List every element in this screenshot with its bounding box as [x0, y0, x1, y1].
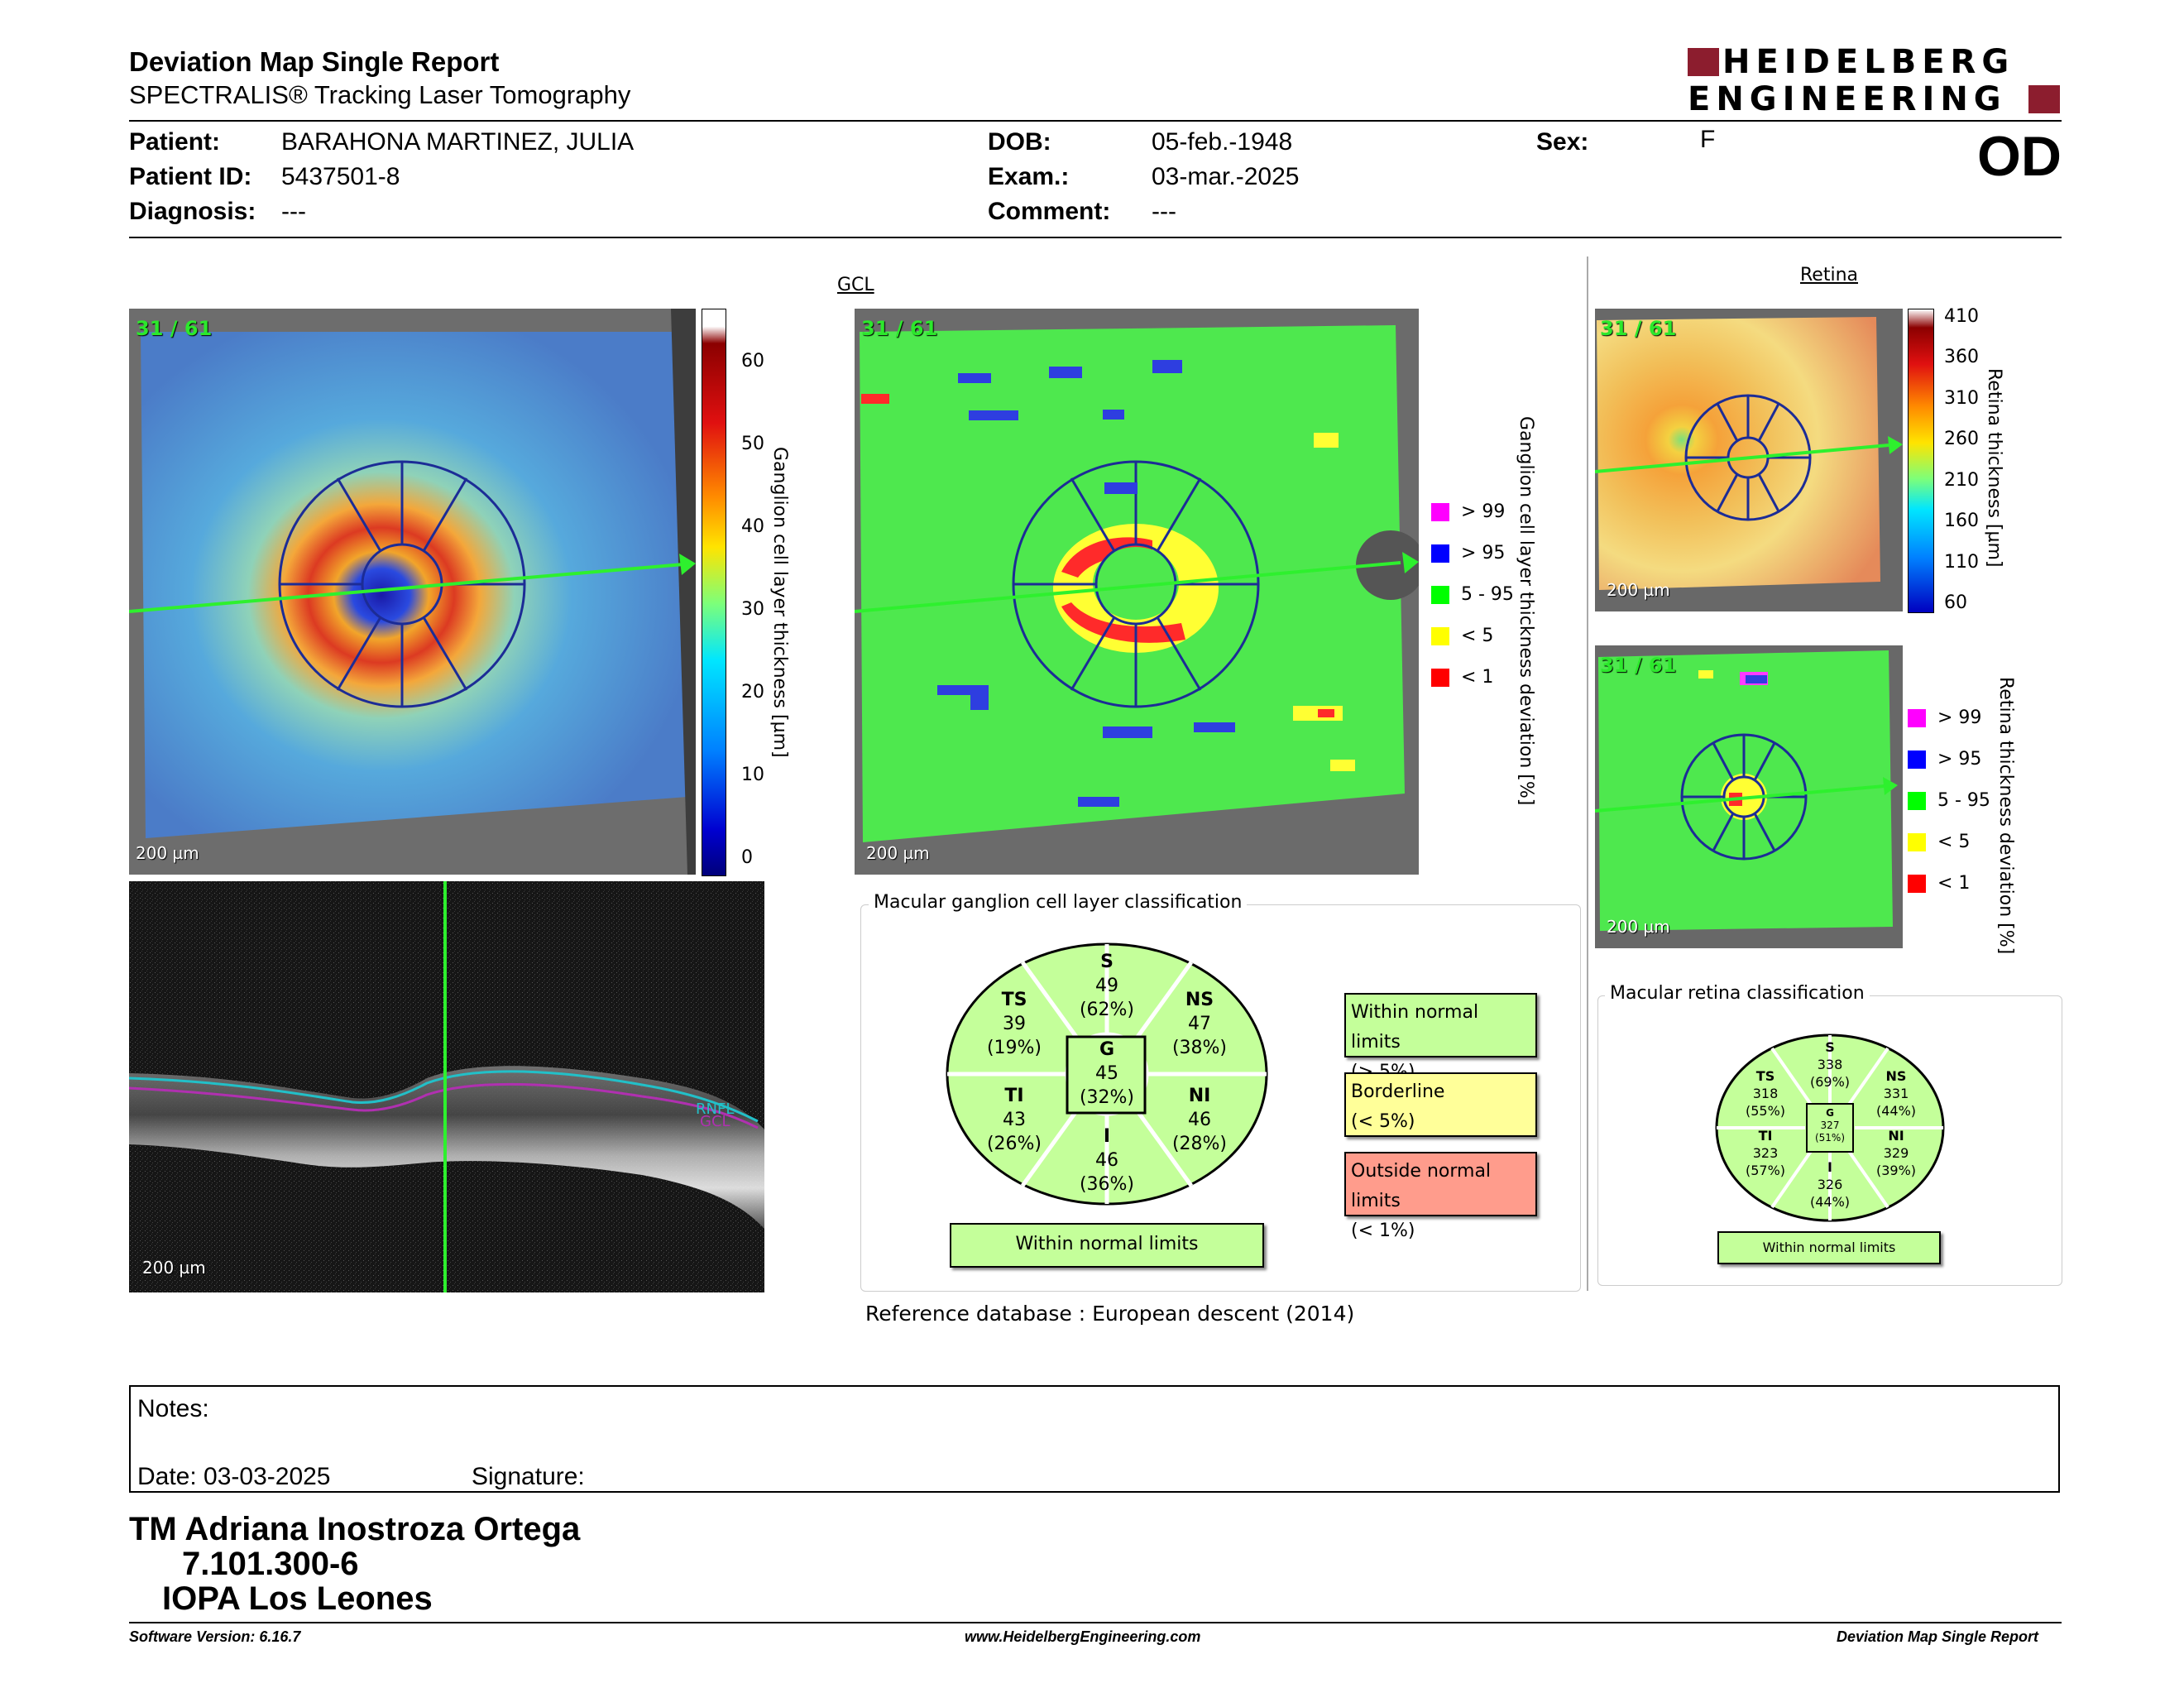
notes-label: Notes: [137, 1395, 209, 1422]
gcl-thickness-tick-0: 60 [741, 351, 764, 372]
sector-s-value: 338 [1817, 1057, 1843, 1072]
legend-swatch [1908, 709, 1926, 727]
gcl-thickness-map [129, 309, 696, 875]
comment-label: Comment: [988, 198, 1111, 225]
legend-label: < 5 [1461, 626, 1494, 646]
sector-s-pct: (62%) [1079, 1000, 1135, 1020]
reference-database [865, 1302, 1354, 1326]
classification-legend-line2: (< 5%) [1351, 1111, 1415, 1132]
website-link[interactable]: www.HeidelbergEngineering.com [965, 1628, 1201, 1645]
sector-ns-pct: (38%) [1171, 1038, 1228, 1058]
sector-ni-pct: (39%) [1875, 1163, 1917, 1178]
sector-s-name: S [1825, 1039, 1835, 1055]
retina-thickness-colorbar [1908, 309, 1934, 613]
sector-ts-pct: (19%) [986, 1038, 1042, 1058]
retina-result: Within normal limits [1717, 1231, 1941, 1264]
classification-legend-line1: Within normal limits [1351, 1002, 1479, 1053]
legend-label: 5 - 95 [1937, 790, 1990, 811]
comment-value: --- [1152, 198, 1176, 225]
gcl-thickness-tick-2: 40 [741, 516, 764, 537]
sector-ns-name: NS [1185, 990, 1214, 1010]
sector-i-value: 46 [1095, 1150, 1118, 1171]
legend-swatch [1431, 627, 1449, 645]
rnfl-layer-label: RNFL [696, 1101, 735, 1118]
sector-s-name: S [1100, 952, 1114, 972]
gcl-sector-chart [943, 939, 1274, 1212]
gcl-deviation-legend-item [1431, 501, 1505, 522]
logo-line-2: ENGINEERING [1688, 80, 2007, 118]
legend-label: 5 - 95 [1461, 584, 1514, 605]
retina-thickness-axis-label: Retina thickness [µm] [1984, 368, 2004, 568]
sector-i-name: I [1103, 1126, 1111, 1147]
oct-bscan [129, 881, 764, 1292]
sector-i-pct: (36%) [1079, 1174, 1135, 1195]
sector-ts-name: TS [1755, 1068, 1775, 1084]
legend-label: < 1 [1937, 873, 1971, 894]
retina-sector-chart [1714, 1030, 1947, 1227]
retina-thickness-tick-2: 310 [1944, 387, 1979, 409]
gcl-deviation-map [855, 309, 1419, 875]
sector-g-value: 45 [1095, 1063, 1118, 1084]
retina-thickness-tick-6: 110 [1944, 551, 1979, 573]
sector-ts-value: 39 [1003, 1014, 1026, 1034]
gcl-thickness-tick-4: 20 [741, 682, 764, 703]
reference-value: European descent (2014) [1092, 1302, 1355, 1326]
gcl-thickness-axis-label: Ganglion cell layer thickness [µm] [769, 447, 790, 758]
scan-badge: 31 / 61 [136, 317, 213, 340]
retina-deviation-legend-item [1908, 873, 1970, 894]
diagnosis-label: Diagnosis: [129, 198, 256, 225]
retina-thickness-map [1595, 309, 1903, 611]
sector-g-name: G [1099, 1039, 1115, 1060]
classification-legend-line1: Borderline [1351, 1081, 1445, 1102]
sector-g-name: G [1826, 1107, 1834, 1119]
gcl-thickness-tick-5: 10 [741, 765, 764, 785]
legend-label: < 5 [1937, 832, 1971, 852]
sector-ni-pct: (28%) [1171, 1134, 1228, 1154]
sector-g-value: 327 [1820, 1120, 1840, 1131]
sector-ns-pct: (44%) [1875, 1103, 1917, 1119]
sector-ni-value: 46 [1188, 1110, 1211, 1130]
sector-ni-value: 329 [1883, 1145, 1909, 1161]
legend-swatch [1431, 669, 1449, 687]
retina-thickness-tick-1: 360 [1944, 347, 1979, 368]
sector-i-pct: (44%) [1809, 1194, 1851, 1210]
sector-ti-pct: (26%) [986, 1134, 1042, 1154]
bscan-scale-bar: 200 µm [142, 1258, 206, 1278]
sector-ti-value: 323 [1752, 1145, 1779, 1161]
legend-swatch [1908, 833, 1926, 851]
gcl-deviation-legend-item [1431, 584, 1514, 605]
legend-label: > 99 [1937, 707, 1982, 728]
sector-i-value: 326 [1817, 1177, 1843, 1192]
dob-label: DOB: [988, 128, 1051, 156]
gcl-deviation-legend-item [1431, 626, 1493, 646]
retina-thickness-tick-4: 210 [1944, 469, 1979, 491]
classification-legend-line2: (< 1%) [1351, 1220, 1415, 1241]
gcl-deviation-scale-bar: 200 µm [866, 843, 930, 863]
classification-legend-item [1344, 1152, 1537, 1241]
sector-ti-pct: (57%) [1745, 1163, 1786, 1178]
sector-g-pct: (32%) [1079, 1087, 1135, 1108]
gcl-thickness-tick-3: 30 [741, 599, 764, 620]
gcl-title: GCL [837, 275, 874, 295]
report-title: Deviation Map Single Report [129, 46, 500, 77]
exam-label: Exam.: [988, 163, 1070, 190]
legend-label: > 95 [1461, 543, 1506, 563]
date-label: Date: 03-03-2025 [137, 1463, 331, 1490]
retina-title: Retina [1800, 265, 1858, 285]
patient-id: 5437501-8 [281, 163, 400, 190]
scale-bar: 200 µm [136, 843, 199, 863]
sector-ti-name: TI [1758, 1128, 1773, 1144]
sector-ti-value: 43 [1003, 1110, 1026, 1130]
diagnosis-value: --- [281, 198, 306, 225]
patient-label: Patient: [129, 128, 221, 156]
gcl-classification-title: Macular ganglion cell layer classification [869, 892, 1247, 913]
signature-label: Signature: [472, 1463, 585, 1490]
sector-s-value: 49 [1095, 976, 1118, 996]
legend-swatch [1431, 544, 1449, 563]
patient-name: BARAHONA MARTINEZ, JULIA [281, 128, 635, 156]
retina-deviation-scale-bar: 200 µm [1607, 917, 1670, 937]
retina-thickness-tick-5: 160 [1944, 511, 1979, 532]
legend-label: > 99 [1461, 501, 1506, 522]
report-subtitle: SPECTRALIS® Tracking Laser Tomography [129, 80, 631, 109]
footer-report-name: Deviation Map Single Report [1837, 1628, 2039, 1645]
retina-thickness-tick-3: 260 [1944, 429, 1979, 450]
classification-legend-line1: Outside normal limits [1351, 1161, 1492, 1211]
gcl-deviation-axis-label: Ganglion cell layer thickness deviation [%] [1516, 416, 1536, 806]
signatory-id: 7.101.300-6 [182, 1546, 359, 1582]
sector-s-pct: (69%) [1809, 1074, 1851, 1090]
retina-classification-title: Macular retina classification [1605, 983, 1870, 1004]
gcl-deviation-legend-item [1431, 543, 1505, 563]
legend-swatch [1431, 586, 1449, 604]
retina-deviation-axis-label: Retina thickness deviation [%] [1995, 677, 2016, 955]
legend-swatch [1908, 875, 1926, 893]
sector-ns-name: NS [1885, 1068, 1907, 1084]
legend-label: > 95 [1937, 749, 1982, 770]
sector-ni-name: NI [1888, 1128, 1904, 1144]
sector-i-name: I [1827, 1159, 1832, 1175]
legend-swatch [1431, 503, 1449, 521]
retina-thickness-tick-0: 410 [1944, 306, 1979, 327]
retina-scale-bar: 200 µm [1607, 580, 1670, 600]
software-version: Software Version: 6.16.7 [129, 1628, 301, 1645]
reference-label: Reference database : [865, 1302, 1086, 1326]
sector-ts-value: 318 [1752, 1086, 1779, 1101]
sector-ns-value: 331 [1883, 1086, 1909, 1101]
scan-badge-retina: 31 / 61 [1600, 317, 1677, 340]
gcl-result: Within normal limits [950, 1223, 1264, 1268]
retina-deviation-legend-item [1908, 707, 1981, 728]
classification-legend-item [1344, 1072, 1537, 1137]
gcl-thickness-colorbar [702, 309, 726, 876]
gcl-deviation-legend-item [1431, 667, 1493, 688]
scan-badge-retina-dev: 31 / 61 [1600, 654, 1677, 677]
sector-ti-name: TI [1004, 1086, 1024, 1106]
legend-label: < 1 [1461, 667, 1494, 688]
retina-deviation-legend-item [1908, 749, 1981, 770]
patient-id-label: Patient ID: [129, 163, 252, 190]
sector-ns-value: 47 [1188, 1014, 1211, 1034]
retina-deviation-map [1595, 645, 1903, 948]
legend-swatch [1908, 750, 1926, 769]
classification-legend-item [1344, 993, 1537, 1057]
notes-box[interactable] [129, 1385, 2060, 1493]
signatory-place: IOPA Los Leones [162, 1580, 433, 1617]
signatory-name: TM Adriana Inostroza Ortega [129, 1511, 581, 1547]
legend-swatch [1908, 792, 1926, 810]
sector-ts-pct: (55%) [1745, 1103, 1786, 1119]
sex-value: F [1700, 126, 1716, 153]
scan-badge-gcl: 31 / 61 [861, 317, 938, 340]
eye-indicator: OD [1977, 125, 2062, 188]
gcl-layer-label: GCL [700, 1113, 730, 1130]
gcl-thickness-tick-1: 50 [741, 434, 764, 454]
gcl-thickness-tick-6: 0 [741, 847, 753, 868]
sector-g-pct: (51%) [1814, 1132, 1846, 1144]
retina-thickness-tick-7: 60 [1944, 592, 1967, 613]
logo-line-1: HEIDELBERG [1722, 43, 2015, 81]
sex-label: Sex: [1536, 128, 1589, 156]
sector-ni-name: NI [1188, 1086, 1211, 1106]
retina-deviation-legend-item [1908, 832, 1970, 852]
dob-value: 05-feb.-1948 [1152, 128, 1293, 156]
sector-ts-name: TS [1001, 990, 1027, 1010]
retina-deviation-legend-item [1908, 790, 1990, 811]
exam-value: 03-mar.-2025 [1152, 163, 1300, 190]
